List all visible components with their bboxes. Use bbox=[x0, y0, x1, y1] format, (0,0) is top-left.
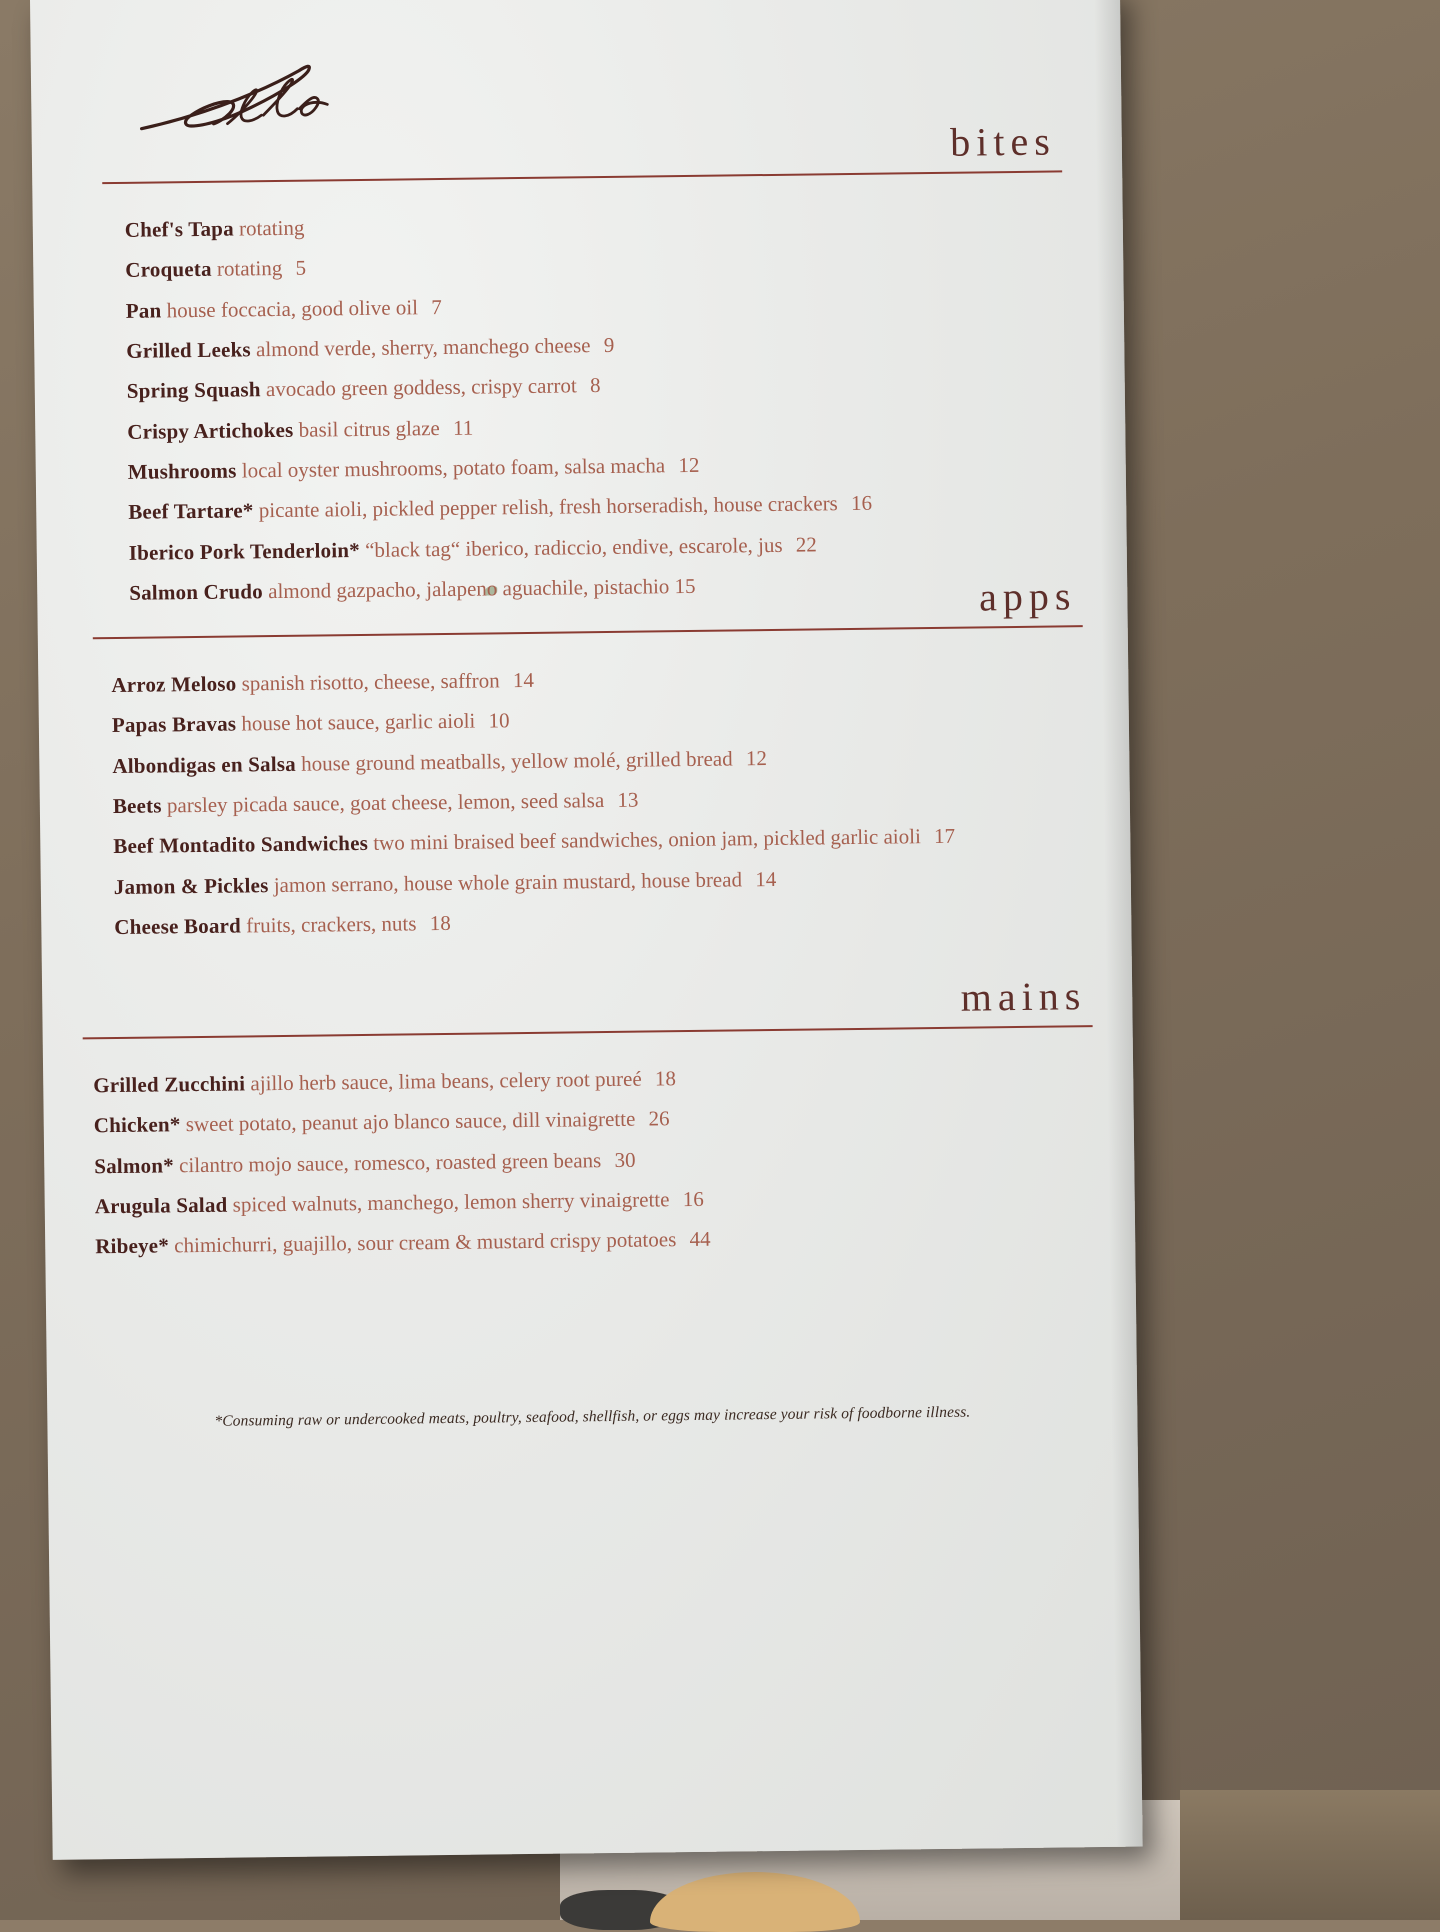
menu-item-price: 18 bbox=[647, 1066, 676, 1090]
section-header-apps bbox=[92, 572, 1083, 639]
section-header-mains bbox=[82, 972, 1093, 1039]
menu-item-name: Cheese Board bbox=[114, 913, 241, 939]
menu-item-price: 18 bbox=[422, 911, 451, 935]
menu-item-desc: rotating bbox=[239, 216, 305, 241]
menu-item-price: 14 bbox=[505, 668, 534, 692]
menu-item-price: 17 bbox=[926, 824, 955, 848]
section-title-mains: mains bbox=[960, 972, 1092, 1021]
menu-item-name: Chef's Tapa bbox=[125, 217, 234, 242]
menu-item-name: Pan bbox=[126, 298, 162, 322]
menu-item-name: Chicken* bbox=[94, 1113, 181, 1138]
menu-item-desc: almond verde, sherry, manchego cheese bbox=[256, 333, 591, 361]
menu-item-name: Spring Squash bbox=[127, 377, 261, 403]
menu-item-name: Beef Montadito Sandwiches bbox=[113, 831, 368, 858]
menu-items-bites bbox=[103, 198, 1068, 613]
menu-item-name: Arugula Salad bbox=[95, 1193, 228, 1219]
section-title-apps: apps bbox=[979, 572, 1083, 620]
allergen-disclaimer: *Consuming raw or undercooked meats, poultry, seafood, shellfish, or eggs may increase your risk of foodborne illness. bbox=[47, 1402, 1137, 1433]
menu-item-desc: rotating bbox=[217, 256, 283, 281]
menu-item-price: 16 bbox=[675, 1187, 704, 1211]
menu-item-price: 22 bbox=[788, 532, 817, 556]
menu-item-desc: basil citrus glaze bbox=[299, 416, 440, 442]
menu-item-desc: sweet potato, peanut ajo blanco sauce, dill vinaigrette bbox=[186, 1107, 636, 1136]
menu-item-name: Grilled Zucchini bbox=[93, 1071, 245, 1097]
menu-items-apps bbox=[93, 653, 1086, 947]
menu-item-price bbox=[304, 216, 312, 240]
menu-item-price: 12 bbox=[738, 746, 767, 770]
menu-item-desc: avocado green goddess, crispy carrot bbox=[266, 374, 577, 402]
section-rule-mains bbox=[83, 1025, 1093, 1039]
menu-sheet bbox=[30, 0, 1143, 1860]
menu-item-desc: two mini braised beef sandwiches, onion jam, pickled garlic aioli bbox=[373, 824, 921, 855]
section-rule-bites bbox=[102, 170, 1062, 184]
menu-item-price: 44 bbox=[681, 1227, 710, 1251]
menu-item-name: Albondigas en Salsa bbox=[112, 751, 296, 777]
menu-item-desc: “black tag“ iberico, radiccio, endive, escarole, jus bbox=[365, 532, 783, 561]
menu-item-price: 5 bbox=[287, 256, 306, 280]
menu-item-name: Grilled Leeks bbox=[126, 337, 251, 363]
menu-item-desc: chimichurri, guajillo, sour cream & mustard crispy potatoes bbox=[174, 1227, 676, 1257]
menu-item-name: Jamon & Pickles bbox=[114, 873, 269, 899]
menu-item-desc: local oyster mushrooms, potato foam, salsa macha bbox=[242, 453, 666, 482]
section-mains bbox=[82, 972, 1095, 1267]
menu-item-desc: fruits, crackers, nuts bbox=[246, 911, 417, 937]
menu-item-desc: house foccacia, good olive oil bbox=[167, 295, 419, 322]
menu-item-name: Beets bbox=[113, 793, 162, 818]
menu-item-price: 9 bbox=[596, 333, 615, 357]
section-header-bites bbox=[102, 117, 1063, 184]
menu-item-name: Iberico Pork Tenderloin* bbox=[129, 538, 360, 565]
menu-item-desc: jamon serrano, house whole grain mustard, house bread bbox=[274, 867, 743, 897]
menu-item-price: 14 bbox=[747, 867, 776, 891]
menu-item-price: 12 bbox=[670, 453, 699, 477]
menu-item-name: Crispy Artichokes bbox=[127, 417, 293, 443]
menu-item-name: Croqueta bbox=[125, 257, 212, 282]
menu-item-price: 26 bbox=[640, 1107, 669, 1131]
menu-item-name: Ribeye* bbox=[95, 1234, 169, 1259]
floor-edge bbox=[1180, 1790, 1440, 1920]
menu-item-price: 8 bbox=[582, 373, 601, 397]
menu-item-name: Salmon Crudo bbox=[129, 579, 263, 605]
menu-item-desc: spiced walnuts, manchego, lemon sherry vinaigrette bbox=[233, 1187, 670, 1216]
menu-item-desc: house hot sauce, garlic aioli bbox=[241, 709, 475, 736]
menu-item-name: Beef Tartare* bbox=[128, 498, 254, 524]
menu-item-name: Papas Bravas bbox=[112, 712, 237, 738]
menu-item-desc: picante aioli, pickled pepper relish, fresh horseradish, house crackers bbox=[259, 491, 838, 522]
menu-item-price: 16 bbox=[843, 491, 872, 515]
menu-item-desc: parsley picada sauce, goat cheese, lemon, seed salsa bbox=[167, 788, 605, 817]
menu-item-desc: cilantro mojo sauce, romesco, roasted green beans bbox=[179, 1148, 601, 1177]
menu-items-mains bbox=[83, 1053, 1095, 1267]
menu-item-name: Arroz Meloso bbox=[111, 672, 236, 698]
menu-item-desc: spanish risotto, cheese, saffron bbox=[242, 668, 500, 695]
menu-item-price: 30 bbox=[606, 1147, 635, 1171]
menu-item-price: 10 bbox=[480, 709, 509, 733]
section-title-bites: bites bbox=[950, 117, 1062, 165]
section-bites bbox=[102, 117, 1068, 613]
menu-item-name: Salmon* bbox=[94, 1153, 174, 1178]
section-apps bbox=[92, 572, 1086, 947]
menu-item-price: 13 bbox=[609, 788, 638, 812]
menu-item-desc: house ground meatballs, yellow molé, grilled bread bbox=[301, 746, 733, 775]
menu-item-price: 11 bbox=[445, 415, 474, 439]
section-rule-apps bbox=[93, 625, 1083, 639]
menu-item-desc: almond gazpacho, jalapeno aguachile, pistachio 15 bbox=[268, 574, 696, 603]
menu-item-name: Mushrooms bbox=[128, 458, 237, 483]
menu-item-price: 7 bbox=[423, 295, 442, 319]
menu-item-desc: ajillo herb sauce, lima beans, celery root pureé bbox=[250, 1067, 642, 1096]
